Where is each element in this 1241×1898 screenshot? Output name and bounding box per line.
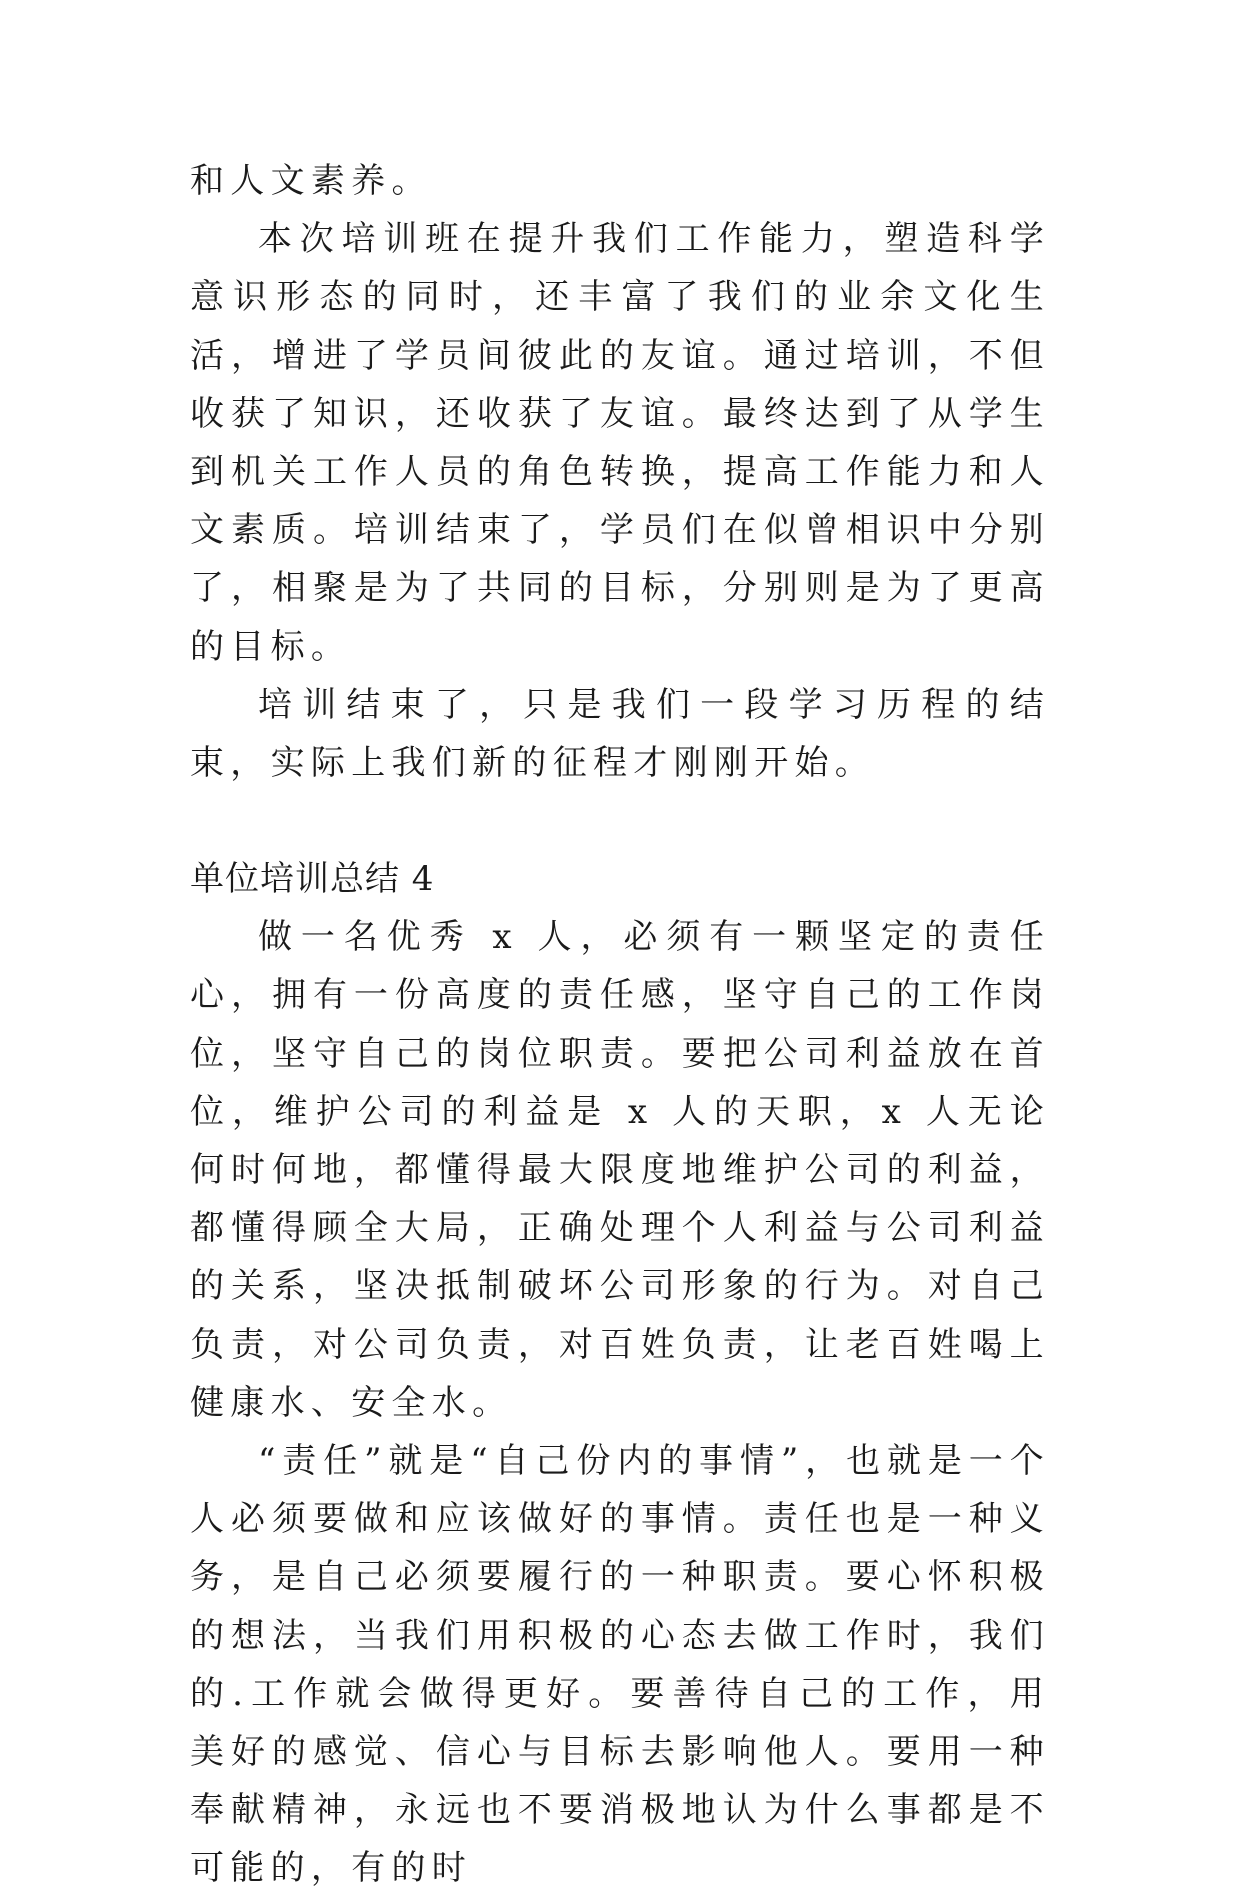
paragraph-continuation: 和人文素养。 bbox=[190, 161, 432, 201]
section-heading: 单位培训总结 4 bbox=[190, 859, 435, 900]
document-body bbox=[190, 152, 1050, 1898]
paragraph-training-summary: 本次培训班在提升我们工作能力，塑造科学意识形态的同时，还丰富了我们的业余文化生活，增进了学员间彼此的友谊。通过培训，不但收获了知识，还收获了友谊。最终达到了从学生到机关工作人员的角色转换，提高工作能力和人文素质。培训结束了，学员们在似曾相识中分别了，相聚是为了共同的目标，分别则是为了更高的目标。 bbox=[190, 219, 1050, 667]
paragraph-new-journey: 培训结束了，只是我们一段学习历程的结束，实际上我们新的征程才刚刚开始。 bbox=[190, 684, 1050, 784]
paragraph-responsibility: 做一名优秀 x 人，必须有一颗坚定的责任心，拥有一份高度的责任感，坚守自己的工作岗位，坚守自己的岗位职责。要把公司利益放在首位，维护公司的利益是 x 人的天职，x 人无论何时何地，都懂得最大限度地维护公司的利益，都懂得顾全大局，正确处理个人利益与公司利益的关系，坚决抵制破坏公司形象的行为。对自己负责，对公司负责，对百姓负责，让老百姓喝上健康水、安全水。 bbox=[190, 917, 1050, 1423]
section-spacer bbox=[190, 792, 1050, 850]
paragraph-duty: “责任”就是“自己份内的事情”，也就是一个人必须要做和应该做好的事情。责任也是一种义务，是自己必须要履行的一种职责。要心怀积极的想法，当我们用积极的心态去做工作时，我们的.工作就会做得更好。要善待自己的工作，用美好的感觉、信心与目标去影响他人。要用一种奉献精神，永远也不要消极地认为什么事都是不可能的，有的时 bbox=[190, 1441, 1050, 1889]
